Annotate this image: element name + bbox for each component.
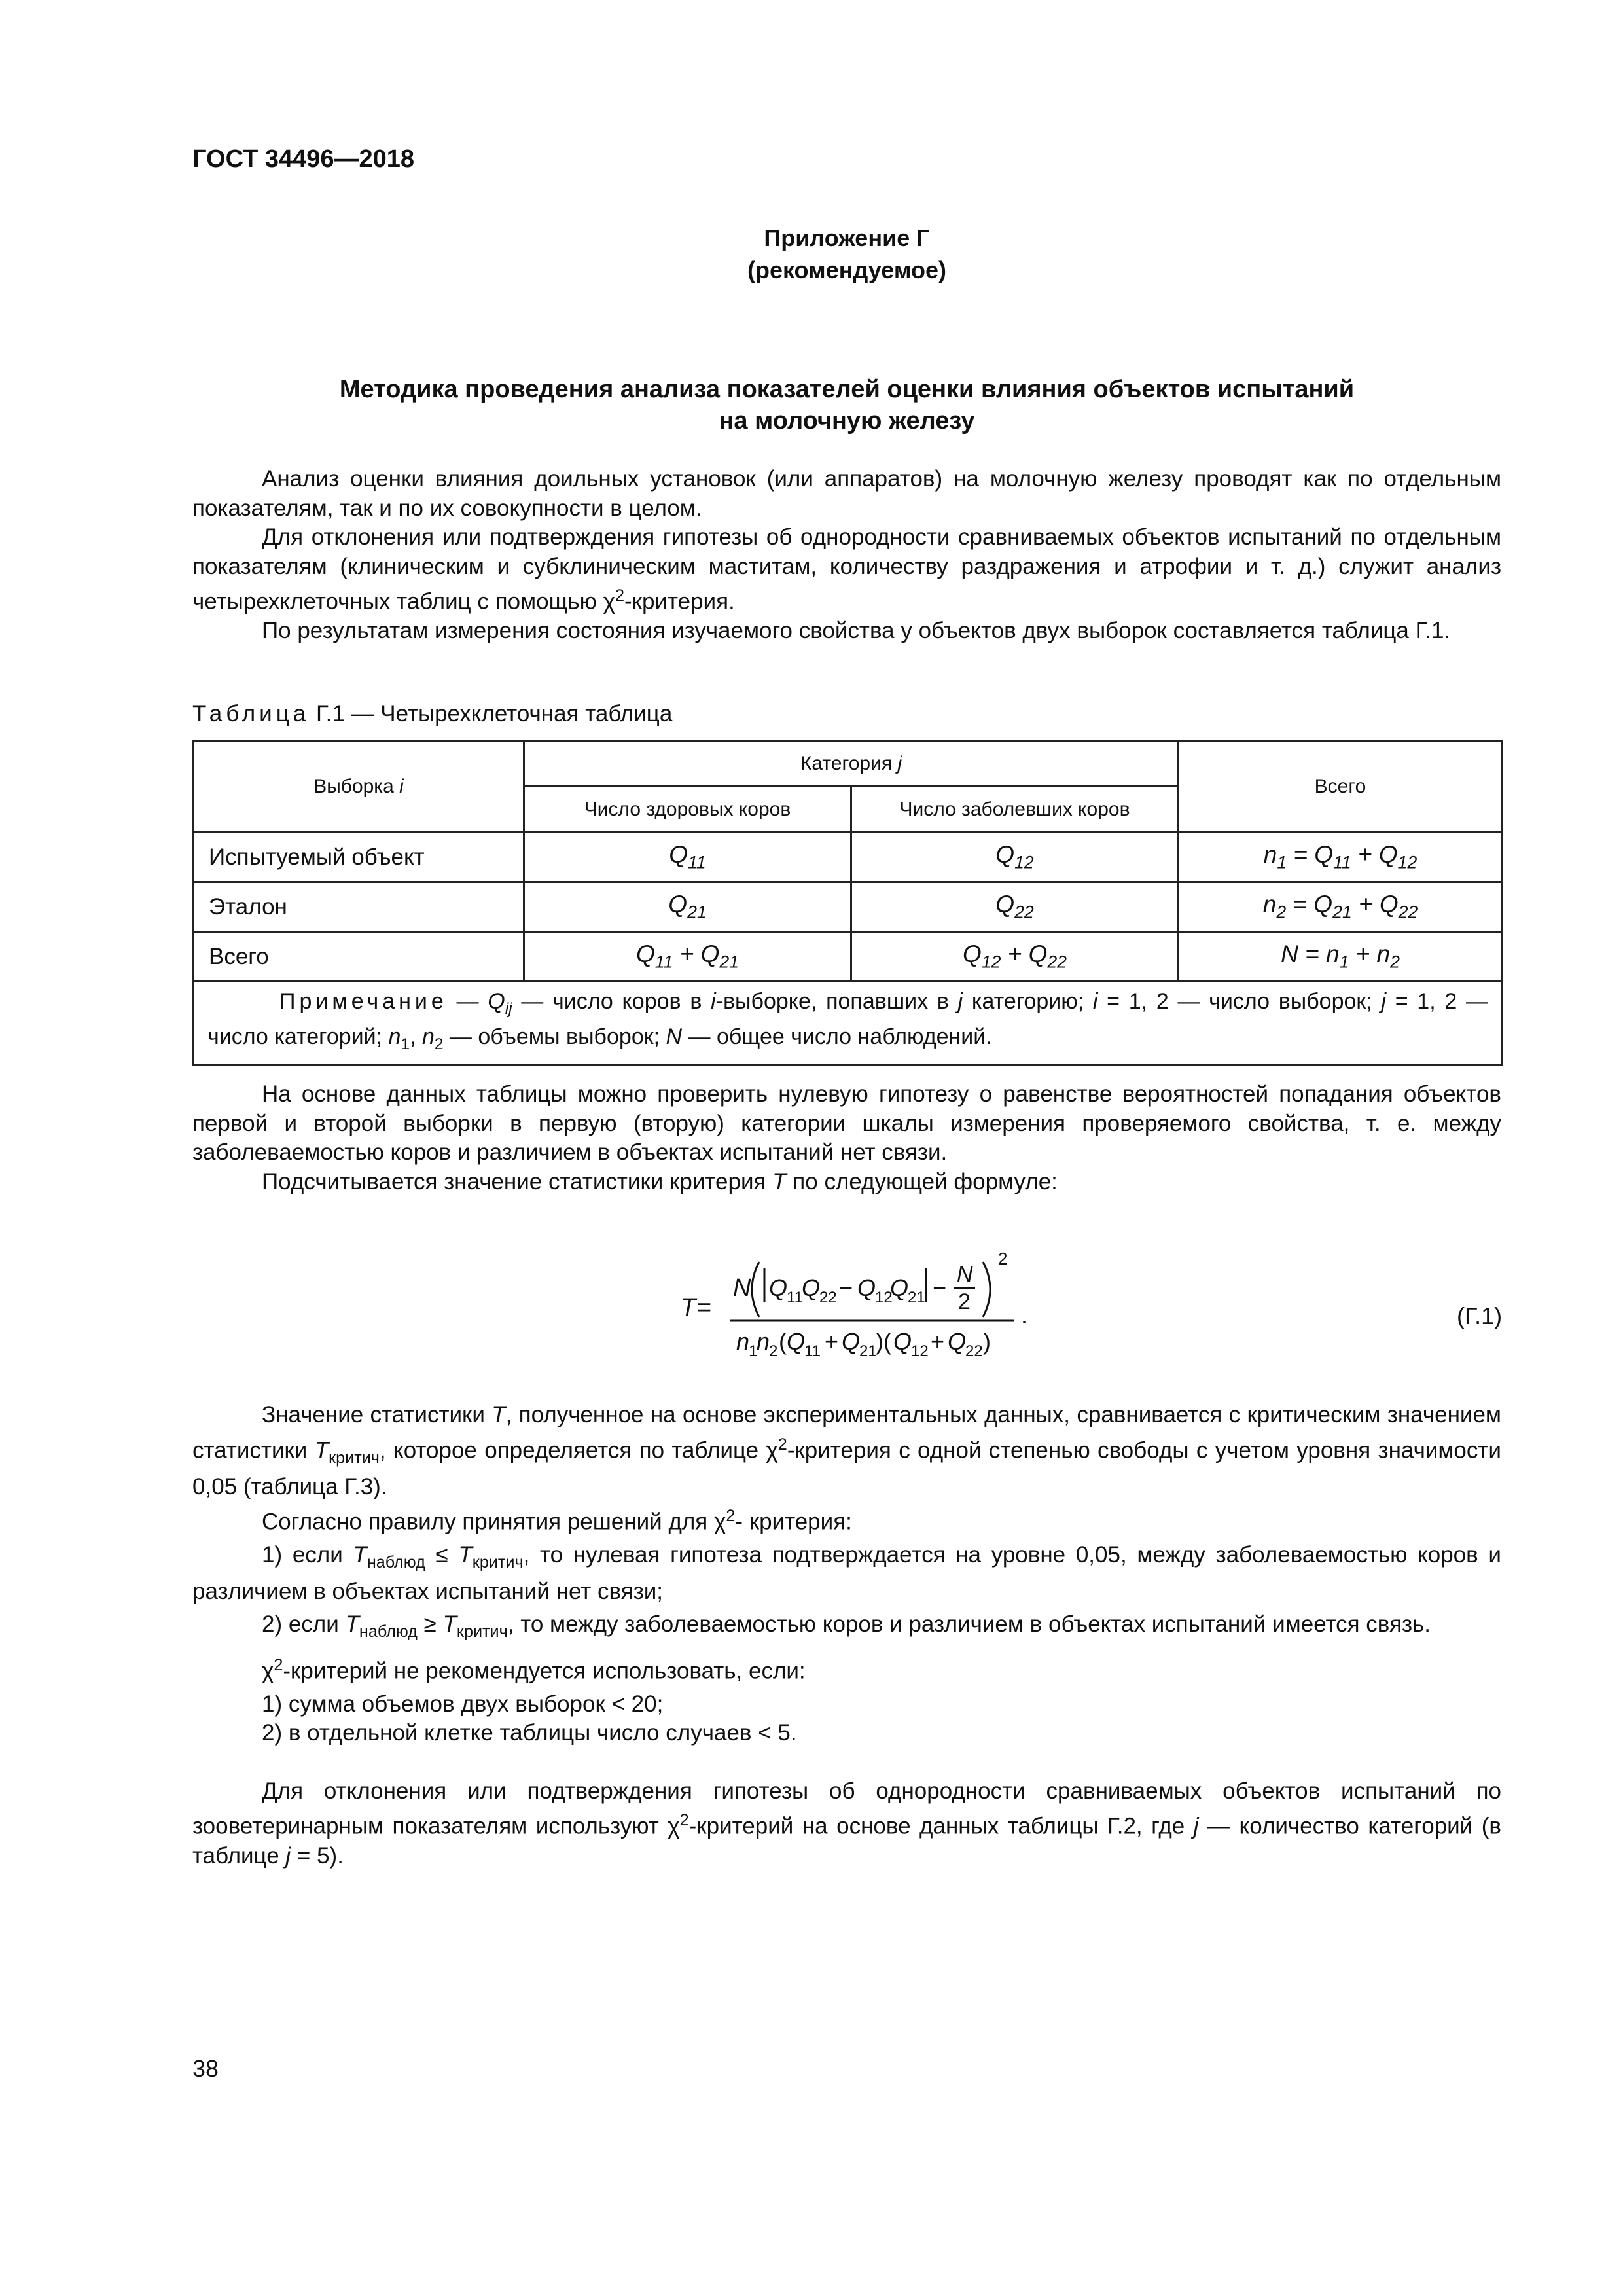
table-row: Эталон $Q_{21}$ $Q_{22}$ $n_2 = Q_{21} + Q_{22}$: [194, 882, 1503, 932]
intro-paragraph-3: По результатам измерения состояния изучаемого свойства у объектов двух выборок составляется таблица Г.1.: [262, 618, 1451, 644]
svg-text:)(: )(: [876, 1328, 891, 1355]
svg-text:11: 11: [787, 1289, 803, 1306]
table-note: Примечание — $Q_{ij}$ — число коров в i-выборке, попавших в j категорию; i = 1, 2 — число выборок; j = 1, 2 — число категорий; $n_1$, $n_2$ — объемы выборок; N — общее число наблюдений.: [194, 982, 1503, 1065]
header-healthy: Число здоровых коров: [524, 787, 851, 833]
header-category: Категория j: [524, 741, 1179, 787]
intro-text: [192, 465, 1501, 646]
formula-number: (Г.1): [1457, 1302, 1503, 1329]
svg-text:−: −: [839, 1274, 853, 1301]
svg-text:=: =: [697, 1294, 712, 1321]
svg-text:Q: Q: [857, 1274, 876, 1301]
four-cell-table: [192, 740, 1503, 1066]
limitation-item-2: 2) в отдельной клетке таблицы число случаев < 5.: [262, 1720, 797, 1746]
table-caption: Таблица Г.1 — Четырехклеточная таблица: [192, 701, 673, 726]
svg-text:11: 11: [804, 1342, 821, 1360]
appendix-type: (рекомендуемое): [747, 257, 946, 283]
header-sample: Выборка i: [194, 741, 524, 833]
rule-item-1: 1) если $T_{наблюд} \le T_{критич}$, то нулевая гипотеза подтверждается на уровне 0,05, между заболеваемостью коров и различием в объектах испытаний нет связи;: [192, 1542, 1501, 1604]
svg-text:22: 22: [819, 1289, 837, 1306]
paragraph-formula-intro: Подсчитывается значение статистики критерия T по следующей формуле:: [262, 1168, 1058, 1194]
svg-text:Q: Q: [842, 1328, 861, 1355]
svg-text:−: −: [933, 1274, 947, 1301]
svg-text:+: +: [825, 1328, 839, 1355]
svg-text:21: 21: [859, 1342, 877, 1360]
table-row: Испытуемый объект $Q_{11}$ $Q_{12}$ $n_1 = Q_{11} + Q_{12}$: [194, 833, 1503, 882]
paragraph-critical-value: Значение статистики T, полученное на основе экспериментальных данных, сравнивается с критическим значением статистики $T_{критич}$, которое определяется по таблице $\chi^2$-критерия с одной степенью свободы с учетом уровня значимости 0,05 (таблица Г.3).: [192, 1402, 1501, 1499]
formula-T: T: [681, 1294, 696, 1321]
paragraph-limitations: $\chi^2$-критерий не рекомендуется использовать, если:: [262, 1655, 806, 1684]
intro-paragraph-2: Для отклонения или подтверждения гипотезы об однородности сравниваемых объектов испытаний по отдельным показателям (клиническим и субклиническим маститам, количеству раздражения и атрофии и т. д.) служит анализ четырехклеточных таблиц с помощью $\chi^2$-критерия.: [192, 524, 1501, 615]
svg-text:N: N: [733, 1274, 751, 1302]
svg-text:2: 2: [769, 1342, 778, 1360]
svg-text:+: +: [931, 1328, 945, 1355]
header-total: Всего: [1179, 741, 1503, 833]
body-text-1: [192, 1080, 1501, 1196]
svg-text:): ): [983, 1328, 991, 1355]
svg-text:n: n: [736, 1328, 750, 1355]
paragraph-hypothesis: На основе данных таблицы можно проверить нулевую гипотезу о равенстве вероятностей попадания объектов первой и второй выборки в первую (вторую) категории шкалы измерения проверяемого свойства, т. е. между заболеваемостью коров и различием в объектах испытаний нет связи.: [192, 1081, 1501, 1165]
svg-text:1: 1: [749, 1342, 758, 1360]
svg-text:Q: Q: [769, 1274, 788, 1301]
svg-text:2: 2: [958, 1289, 971, 1314]
body-text-2: [192, 1401, 1501, 1871]
svg-text:22: 22: [965, 1342, 983, 1360]
limitation-item-1: 1) сумма объемов двух выборок < 20;: [262, 1691, 664, 1717]
svg-text:12: 12: [911, 1342, 929, 1360]
svg-text:Q: Q: [948, 1328, 967, 1355]
svg-text:.: .: [1021, 1302, 1028, 1329]
intro-paragraph-1: Анализ оценки влияния доильных установок (или аппаратов) на молочную железу проводят как по отдельным показателям, так и по их совокупности в целом.: [192, 466, 1501, 521]
table-row: Всего $Q_{11} + Q_{21}$ $Q_{12} + Q_{22}$ $N = n_1 + n_2$: [194, 932, 1503, 982]
svg-text:Q: Q: [890, 1274, 909, 1301]
svg-text:n: n: [757, 1328, 770, 1355]
appendix-label: Приложение Г: [764, 224, 930, 251]
svg-text:2: 2: [998, 1249, 1008, 1268]
svg-text:N: N: [957, 1262, 973, 1287]
paragraph-zootechnical: Для отклонения или подтверждения гипотезы об однородности сравниваемых объектов испытаний по зооветеринарным показателям используют $\chi^2$-критерий на основе данных таблицы Г.2, где j — количество категорий (в таблице j = 5).: [192, 1778, 1501, 1869]
section-title-line2: на молочную железу: [719, 407, 975, 435]
svg-text:Q: Q: [787, 1328, 806, 1355]
svg-text:Q: Q: [893, 1328, 912, 1355]
svg-text:12: 12: [875, 1289, 893, 1306]
chi-square-formula: [668, 1230, 1086, 1361]
document-header: ГОСТ 34496—2018: [192, 145, 415, 173]
paragraph-decision-rule: Согласно правилу принятия решений для $\chi^2-$ критерия:: [262, 1507, 852, 1535]
page-number: 38: [192, 2055, 219, 2082]
section-title-line1: Методика проведения анализа показателей оценки влияния объектов испытаний: [339, 376, 1355, 403]
svg-text:Q: Q: [802, 1274, 821, 1301]
header-sick: Число заболевших коров: [851, 787, 1179, 833]
rule-item-2: 2) если $T_{наблюд} \ge T_{критич}$, то между заболеваемостью коров и различием в объектах испытаний имеется связь.: [262, 1611, 1431, 1641]
svg-text:(: (: [779, 1328, 787, 1355]
svg-text:21: 21: [908, 1289, 925, 1306]
